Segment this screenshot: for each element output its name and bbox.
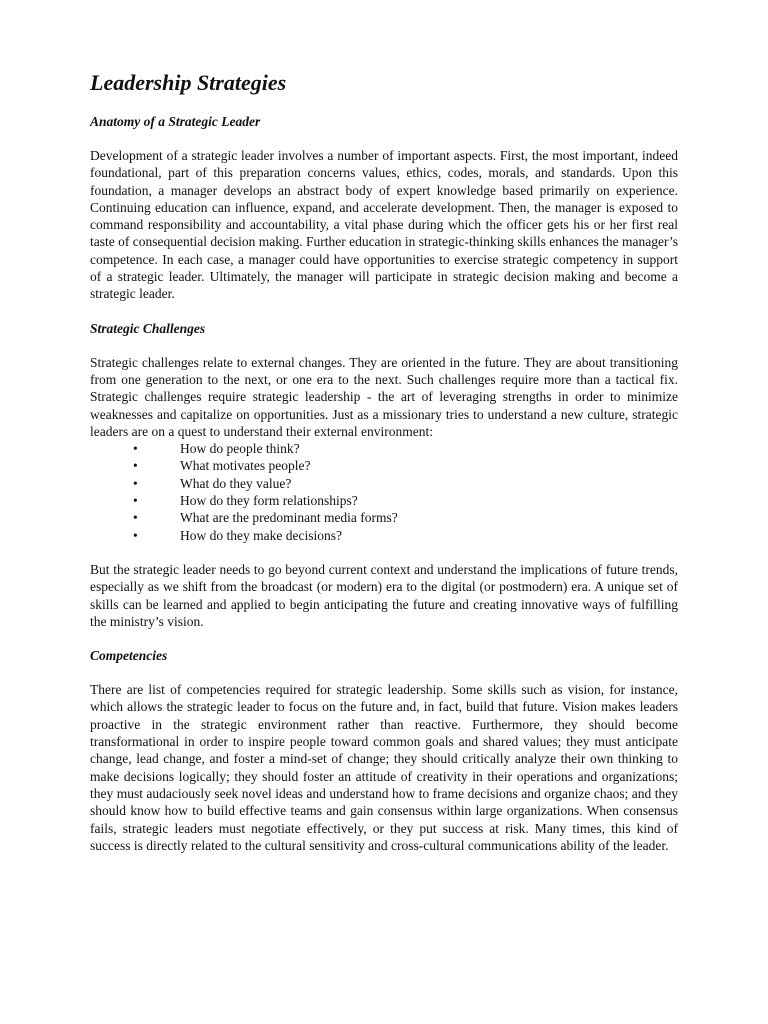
paragraph-anatomy: Development of a strategic leader involves a number of important aspects. First, the most important, indeed foundational, part of this preparation concerns values, ethics, codes, morals, and standards. Upon this foundation, a manager develops an abstract body of expert knowledge based primarily on experience. Continuing education can influence, expand, and accelerate development. Then, the manager is exposed to command responsibility and accountability, a vital phase during which the officer gets his or her first real taste of consequential decision making. Further education in strategic-thinking skills enhances the manager’s competence. In each case, a manager could have opportunities to exercise strategic competency in support of a strategic leader. Ultimately, the manager will participate in strategic decision making and become a strategic leader.: [90, 148, 678, 302]
paragraph-future-trends: But the strategic leader needs to go beyond current context and understand the implications of future trends, especially as we shift from the broadcast (or modern) era to the digital (or postmodern) era. A unique set of skills can be learned and applied to begin anticipating the future and creating innovative ways of fulfilling the ministry’s vision.: [90, 561, 678, 629]
page-title: Leadership Strategies: [90, 70, 287, 95]
list-item: • How do people think?: [90, 440, 678, 457]
list-item: • How do they make decisions?: [90, 527, 678, 544]
list-item: • What do they value?: [90, 475, 678, 492]
list-item: • What are the predominant media forms?: [90, 509, 678, 526]
question-list: [90, 440, 678, 544]
section-heading-competencies: Competencies: [90, 648, 168, 664]
section-heading-challenges: Strategic Challenges: [90, 320, 206, 336]
paragraph-challenges: Strategic challenges relate to external changes. They are oriented in the future. They are about transitioning from one generation to the next, or one era to the next. Such challenges require more than a tactical fix. Strategic challenges require strategic leadership - the art of leveraging strengths in order to minimize weaknesses and capitalize on opportunities. Just as a missionary tries to understand a new culture, strategic leaders are on a quest to understand their external environment:: [90, 354, 678, 439]
list-item: • How do they form relationships?: [90, 492, 678, 509]
document-body: [90, 68, 678, 854]
list-item: • What motivates people?: [90, 457, 678, 474]
section-heading-anatomy: Anatomy of a Strategic Leader: [90, 114, 261, 129]
paragraph-competencies: There are list of competencies required for strategic leadership. Some skills such as vision, for instance, which allows the strategic leader to focus on the future and, in fact, build that future. Vision makes leaders proactive in the strategic environment rather than reactive. Furthermore, they should become transformational in order to inspire people toward common goals and shared values; they must anticipate change, lead change, and foster a mind-set of change; they should critically analyze their own thinking to make decisions logically; they should foster an attitude of creativity in their operations and organizations; they must audaciously seek novel ideas and understand how to frame decisions and organize chaos; and they should know how to build effective teams and gain consensus within large organizations. When consensus fails, strategic leaders must negotiate effectively, or they put success at risk. Many times, this kind of success is directly related to the cultural sensitivity and cross-cultural communications ability of the leader.: [90, 682, 678, 853]
